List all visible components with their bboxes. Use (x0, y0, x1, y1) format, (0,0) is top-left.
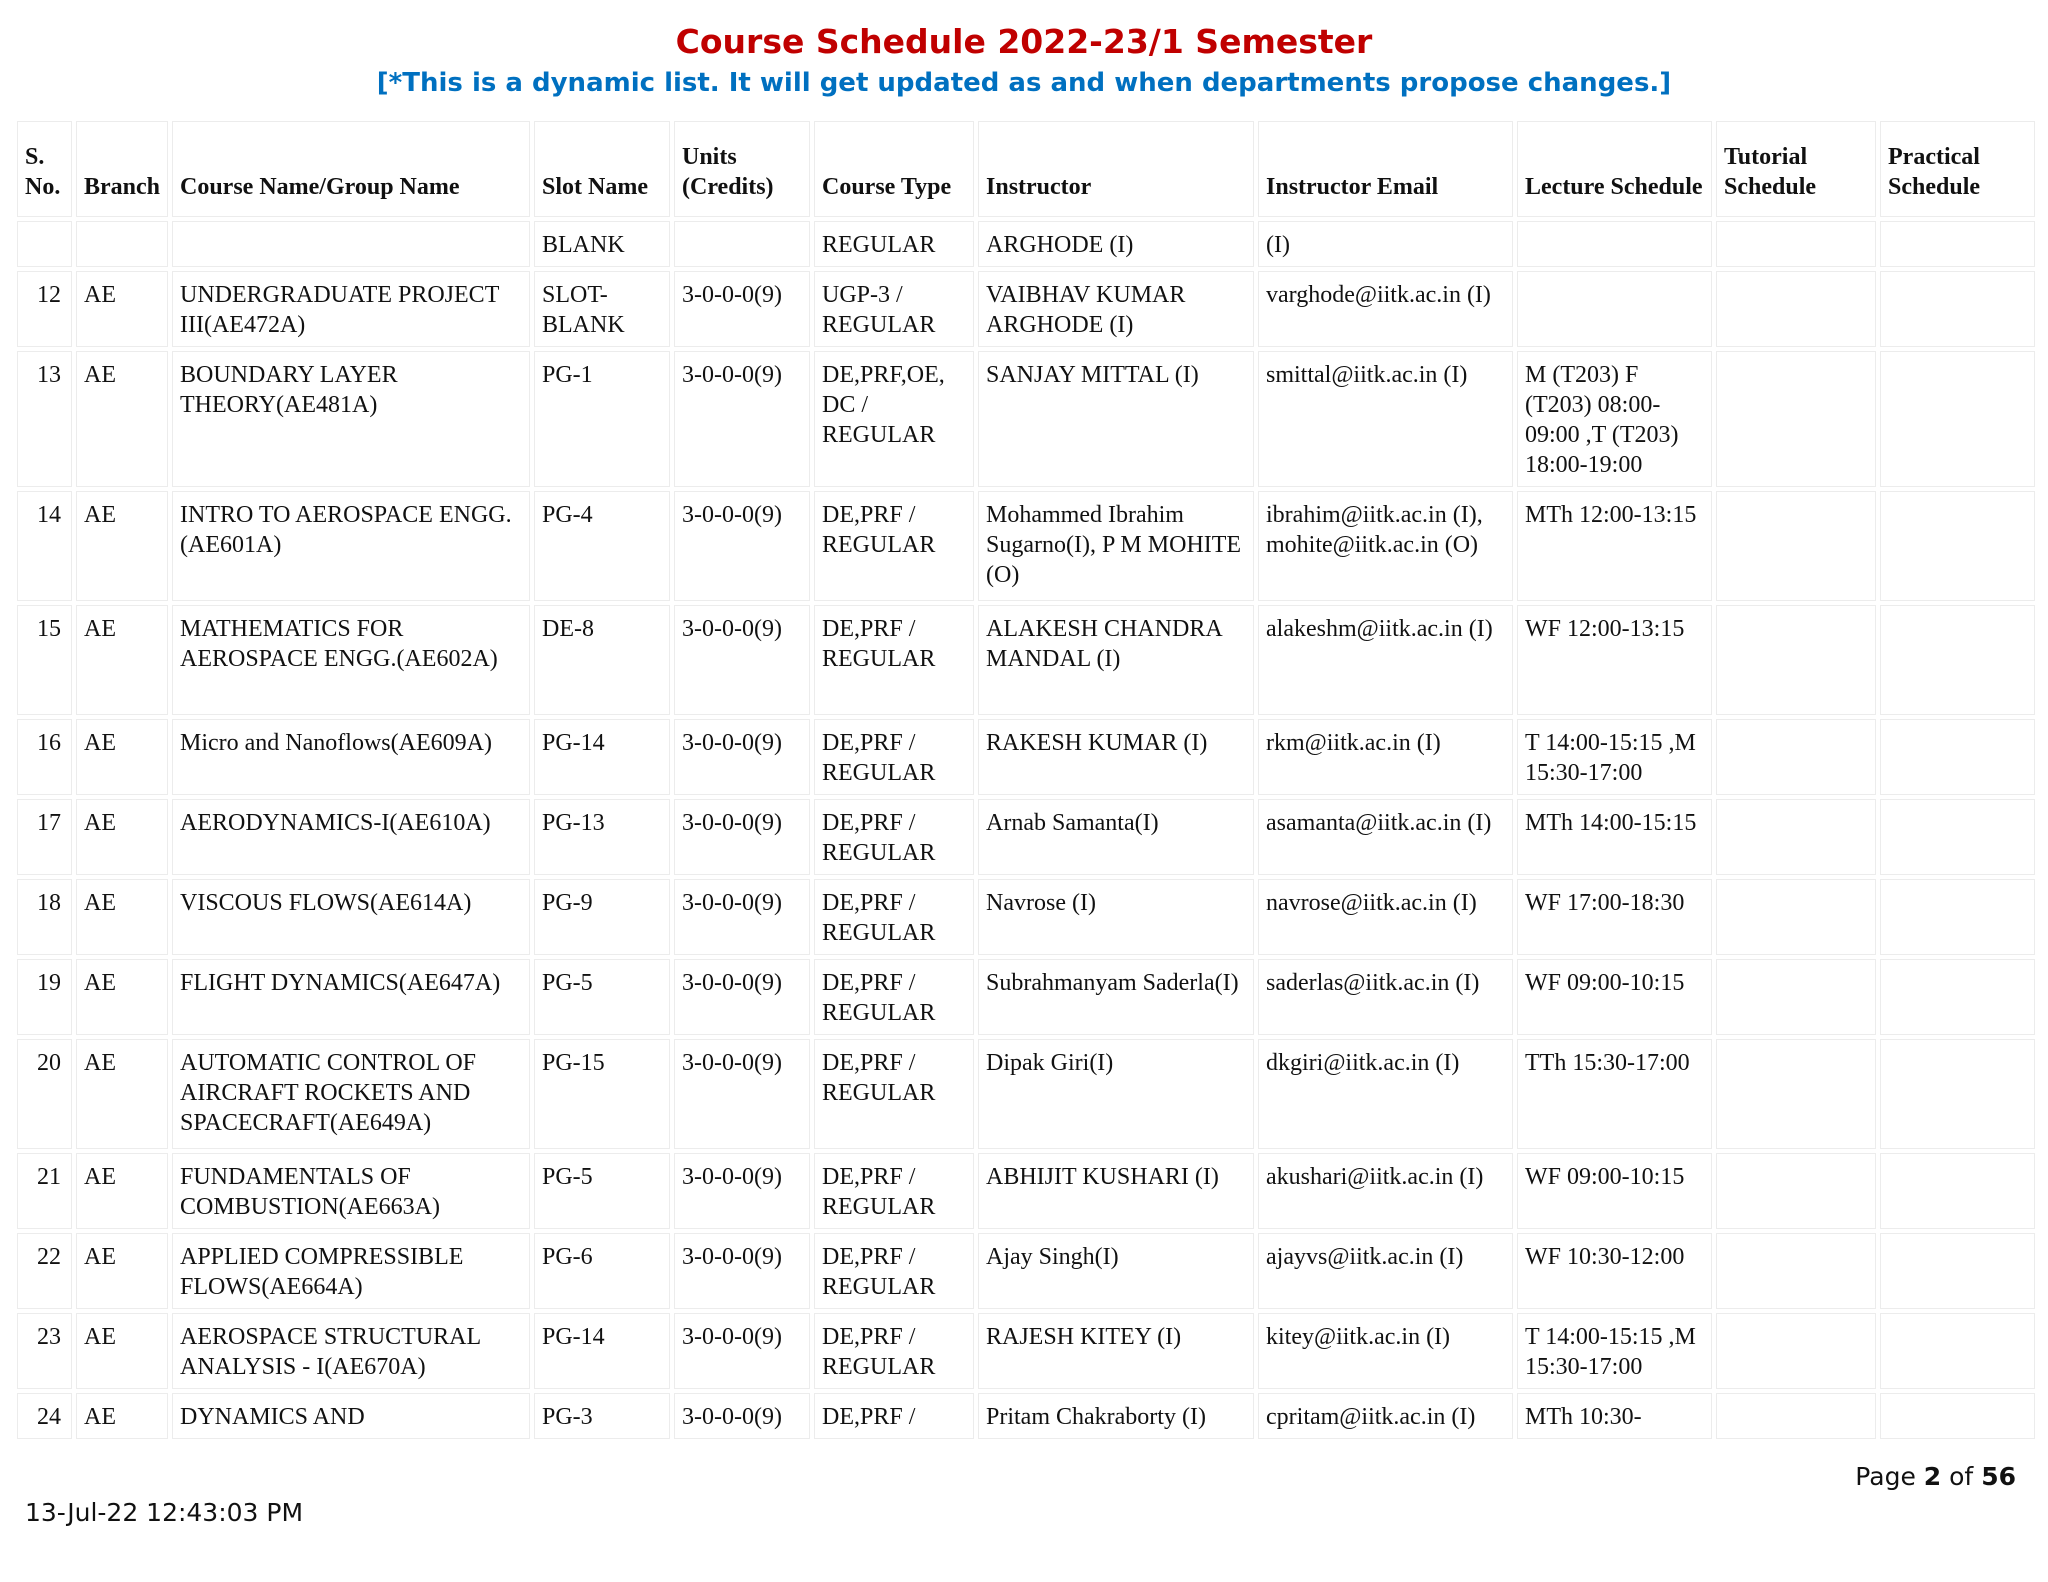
cell-practical (1880, 351, 2035, 487)
cell-tutorial (1716, 351, 1876, 487)
cell-email: kitey@iitk.ac.in (I) (1258, 1313, 1513, 1389)
cell-lecture (1517, 271, 1712, 347)
header-practical: Practical Schedule (1880, 121, 2035, 217)
header-lecture: Lecture Schedule (1517, 121, 1712, 217)
cell-branch: AE (76, 1313, 168, 1389)
cell-email: alakeshm@iitk.ac.in (I) (1258, 605, 1513, 715)
table-row (17, 1153, 2035, 1229)
cell-slot: BLANK (534, 221, 670, 267)
cell-practical (1880, 271, 2035, 347)
page-title: Course Schedule 2022-23/1 Semester (675, 22, 1373, 61)
cell-type: DE,PRF,OE, DC / REGULAR (814, 351, 974, 487)
table-row (17, 1313, 2035, 1389)
cell-course: AUTOMATIC CONTROL OF AIRCRAFT ROCKETS AND SPACECRAFT(AE649A) (172, 1039, 530, 1149)
cell-branch: AE (76, 1233, 168, 1309)
cell-course: VISCOUS FLOWS(AE614A) (172, 879, 530, 955)
cell-type: DE,PRF / REGULAR (814, 719, 974, 795)
table-row (17, 879, 2035, 955)
cell-sno: 13 (17, 351, 72, 487)
cell-sno: 20 (17, 1039, 72, 1149)
cell-type: DE,PRF / REGULAR (814, 799, 974, 875)
cell-practical (1880, 221, 2035, 267)
cell-branch: AE (76, 959, 168, 1035)
cell-tutorial (1716, 1153, 1876, 1229)
cell-instructor: Pritam Chakraborty (I) (978, 1393, 1254, 1439)
cell-practical (1880, 1313, 2035, 1389)
cell-lecture: M (T203) F (T203) 08:00-09:00 ,T (T203) 18:00-19:00 (1517, 351, 1712, 487)
cell-instructor: RAKESH KUMAR (I) (978, 719, 1254, 795)
cell-lecture: MTh 10:30- (1517, 1393, 1712, 1439)
cell-instructor: Dipak Giri(I) (978, 1039, 1254, 1149)
table-row (17, 959, 2035, 1035)
cell-email: (I) (1258, 221, 1513, 267)
table-row (17, 799, 2035, 875)
cell-course: APPLIED COMPRESSIBLE FLOWS(AE664A) (172, 1233, 530, 1309)
cell-slot: PG-14 (534, 719, 670, 795)
cell-course: BOUNDARY LAYER THEORY(AE481A) (172, 351, 530, 487)
table-header-row (17, 121, 2035, 217)
cell-sno: 17 (17, 799, 72, 875)
table-row (17, 491, 2035, 601)
cell-practical (1880, 1233, 2035, 1309)
cell-sno: 15 (17, 605, 72, 715)
cell-lecture: WF 09:00-10:15 (1517, 959, 1712, 1035)
table-row (17, 271, 2035, 347)
cell-slot: PG-9 (534, 879, 670, 955)
cell-course: FLIGHT DYNAMICS(AE647A) (172, 959, 530, 1035)
cell-sno: 16 (17, 719, 72, 795)
cell-units (674, 221, 810, 267)
header-instructor: Instructor (978, 121, 1254, 217)
cell-practical (1880, 1393, 2035, 1439)
cell-instructor: Mohammed Ibrahim Sugarno(I), P M MOHITE (O) (978, 491, 1254, 601)
cell-email: ajayvs@iitk.ac.in (I) (1258, 1233, 1513, 1309)
cell-branch: AE (76, 605, 168, 715)
cell-instructor: Arnab Samanta(I) (978, 799, 1254, 875)
cell-lecture: T 14:00-15:15 ,M 15:30-17:00 (1517, 719, 1712, 795)
cell-branch: AE (76, 351, 168, 487)
cell-lecture: WF 17:00-18:30 (1517, 879, 1712, 955)
cell-email: navrose@iitk.ac.in (I) (1258, 879, 1513, 955)
cell-practical (1880, 1153, 2035, 1229)
cell-course (172, 221, 530, 267)
header-units: Units (Credits) (674, 121, 810, 217)
cell-slot: PG-5 (534, 1153, 670, 1229)
cell-tutorial (1716, 1393, 1876, 1439)
cell-type: UGP-3 / REGULAR (814, 271, 974, 347)
cell-instructor: Subrahmanyam Saderla(I) (978, 959, 1254, 1035)
cell-tutorial (1716, 221, 1876, 267)
cell-branch: AE (76, 271, 168, 347)
cell-email: asamanta@iitk.ac.in (I) (1258, 799, 1513, 875)
page-number: Page 2 of 56 (1855, 1462, 2016, 1491)
cell-practical (1880, 799, 2035, 875)
cell-course: AEROSPACE STRUCTURAL ANALYSIS - I(AE670A) (172, 1313, 530, 1389)
cell-tutorial (1716, 1233, 1876, 1309)
cell-branch: AE (76, 1039, 168, 1149)
cell-email: varghode@iitk.ac.in (I) (1258, 271, 1513, 347)
cell-tutorial (1716, 879, 1876, 955)
cell-units: 3-0-0-0(9) (674, 959, 810, 1035)
print-timestamp: 13-Jul-22 12:43:03 PM (25, 1498, 304, 1527)
table-row (17, 1233, 2035, 1309)
cell-branch: AE (76, 879, 168, 955)
cell-branch (76, 221, 168, 267)
cell-units: 3-0-0-0(9) (674, 1153, 810, 1229)
cell-tutorial (1716, 271, 1876, 347)
header-sno: S. No. (17, 121, 72, 217)
table-row (17, 719, 2035, 795)
cell-instructor: RAJESH KITEY (I) (978, 1313, 1254, 1389)
table-row (17, 351, 2035, 487)
cell-lecture (1517, 221, 1712, 267)
cell-email: smittal@iitk.ac.in (I) (1258, 351, 1513, 487)
cell-slot: PG-14 (534, 1313, 670, 1389)
cell-course: Micro and Nanoflows(AE609A) (172, 719, 530, 795)
cell-tutorial (1716, 799, 1876, 875)
cell-lecture: TTh 15:30-17:00 (1517, 1039, 1712, 1149)
cell-sno: 22 (17, 1233, 72, 1309)
cell-type: DE,PRF / REGULAR (814, 1233, 974, 1309)
cell-branch: AE (76, 1393, 168, 1439)
table-row (17, 221, 2035, 267)
cell-email: akushari@iitk.ac.in (I) (1258, 1153, 1513, 1229)
cell-branch: AE (76, 491, 168, 601)
cell-units: 3-0-0-0(9) (674, 719, 810, 795)
cell-slot: PG-4 (534, 491, 670, 601)
table-row (17, 1039, 2035, 1149)
cell-slot: PG-6 (534, 1233, 670, 1309)
cell-instructor: VAIBHAV KUMAR ARGHODE (I) (978, 271, 1254, 347)
cell-slot: PG-15 (534, 1039, 670, 1149)
cell-course: MATHEMATICS FOR AEROSPACE ENGG.(AE602A) (172, 605, 530, 715)
course-schedule-table (13, 117, 2039, 1443)
table-row (17, 605, 2035, 715)
cell-units: 3-0-0-0(9) (674, 605, 810, 715)
table-row (17, 1393, 2035, 1439)
cell-slot: SLOT-BLANK (534, 271, 670, 347)
cell-slot: DE-8 (534, 605, 670, 715)
cell-instructor: Ajay Singh(I) (978, 1233, 1254, 1309)
cell-practical (1880, 491, 2035, 601)
cell-slot: PG-13 (534, 799, 670, 875)
cell-tutorial (1716, 1039, 1876, 1149)
cell-email: dkgiri@iitk.ac.in (I) (1258, 1039, 1513, 1149)
cell-units: 3-0-0-0(9) (674, 351, 810, 487)
cell-email: cpritam@iitk.ac.in (I) (1258, 1393, 1513, 1439)
cell-instructor: ALAKESH CHANDRA MANDAL (I) (978, 605, 1254, 715)
cell-units: 3-0-0-0(9) (674, 1039, 810, 1149)
cell-course: UNDERGRADUATE PROJECT III(AE472A) (172, 271, 530, 347)
cell-units: 3-0-0-0(9) (674, 1233, 810, 1309)
cell-tutorial (1716, 719, 1876, 795)
cell-tutorial (1716, 1313, 1876, 1389)
cell-type: DE,PRF / REGULAR (814, 1039, 974, 1149)
cell-lecture: WF 09:00-10:15 (1517, 1153, 1712, 1229)
page-subtitle: [*This is a dynamic list. It will get updated as and when departments propose changes.] (376, 68, 1672, 98)
cell-lecture: WF 10:30-12:00 (1517, 1233, 1712, 1309)
cell-practical (1880, 879, 2035, 955)
cell-lecture: WF 12:00-13:15 (1517, 605, 1712, 715)
cell-practical (1880, 719, 2035, 795)
cell-lecture: MTh 14:00-15:15 (1517, 799, 1712, 875)
cell-type: DE,PRF / REGULAR (814, 491, 974, 601)
cell-sno: 19 (17, 959, 72, 1035)
cell-sno: 23 (17, 1313, 72, 1389)
cell-instructor: SANJAY MITTAL (I) (978, 351, 1254, 487)
cell-course: AERODYNAMICS-I(AE610A) (172, 799, 530, 875)
cell-course: INTRO TO AEROSPACE ENGG.(AE601A) (172, 491, 530, 601)
cell-tutorial (1716, 959, 1876, 1035)
cell-sno: 12 (17, 271, 72, 347)
cell-type: DE,PRF / REGULAR (814, 959, 974, 1035)
cell-branch: AE (76, 799, 168, 875)
cell-lecture: MTh 12:00-13:15 (1517, 491, 1712, 601)
cell-sno: 21 (17, 1153, 72, 1229)
cell-sno: 18 (17, 879, 72, 955)
cell-sno (17, 221, 72, 267)
cell-tutorial (1716, 491, 1876, 601)
cell-email: saderlas@iitk.ac.in (I) (1258, 959, 1513, 1035)
header-branch: Branch (76, 121, 168, 217)
header-slot: Slot Name (534, 121, 670, 217)
cell-tutorial (1716, 605, 1876, 715)
cell-type: DE,PRF / REGULAR (814, 879, 974, 955)
header-type: Course Type (814, 121, 974, 217)
cell-branch: AE (76, 1153, 168, 1229)
cell-course: DYNAMICS AND (172, 1393, 530, 1439)
cell-slot: PG-5 (534, 959, 670, 1035)
cell-type: DE,PRF / REGULAR (814, 1313, 974, 1389)
cell-instructor: Navrose (I) (978, 879, 1254, 955)
cell-units: 3-0-0-0(9) (674, 1313, 810, 1389)
header-tutorial: Tutorial Schedule (1716, 121, 1876, 217)
cell-email: ibrahim@iitk.ac.in (I), mohite@iitk.ac.in (O) (1258, 491, 1513, 601)
cell-instructor: ABHIJIT KUSHARI (I) (978, 1153, 1254, 1229)
cell-lecture: T 14:00-15:15 ,M 15:30-17:00 (1517, 1313, 1712, 1389)
cell-type: DE,PRF / REGULAR (814, 1153, 974, 1229)
cell-slot: PG-1 (534, 351, 670, 487)
cell-practical (1880, 959, 2035, 1035)
cell-type: DE,PRF / REGULAR (814, 605, 974, 715)
header-course: Course Name/Group Name (172, 121, 530, 217)
cell-type: DE,PRF / (814, 1393, 974, 1439)
cell-units: 3-0-0-0(9) (674, 879, 810, 955)
cell-instructor: ARGHODE (I) (978, 221, 1254, 267)
cell-email: rkm@iitk.ac.in (I) (1258, 719, 1513, 795)
cell-branch: AE (76, 719, 168, 795)
cell-units: 3-0-0-0(9) (674, 271, 810, 347)
cell-practical (1880, 1039, 2035, 1149)
cell-units: 3-0-0-0(9) (674, 799, 810, 875)
cell-course: FUNDAMENTALS OF COMBUSTION(AE663A) (172, 1153, 530, 1229)
cell-units: 3-0-0-0(9) (674, 491, 810, 601)
cell-practical (1880, 605, 2035, 715)
cell-type: REGULAR (814, 221, 974, 267)
cell-slot: PG-3 (534, 1393, 670, 1439)
cell-units: 3-0-0-0(9) (674, 1393, 810, 1439)
cell-sno: 14 (17, 491, 72, 601)
cell-sno: 24 (17, 1393, 72, 1439)
header-email: Instructor Email (1258, 121, 1513, 217)
